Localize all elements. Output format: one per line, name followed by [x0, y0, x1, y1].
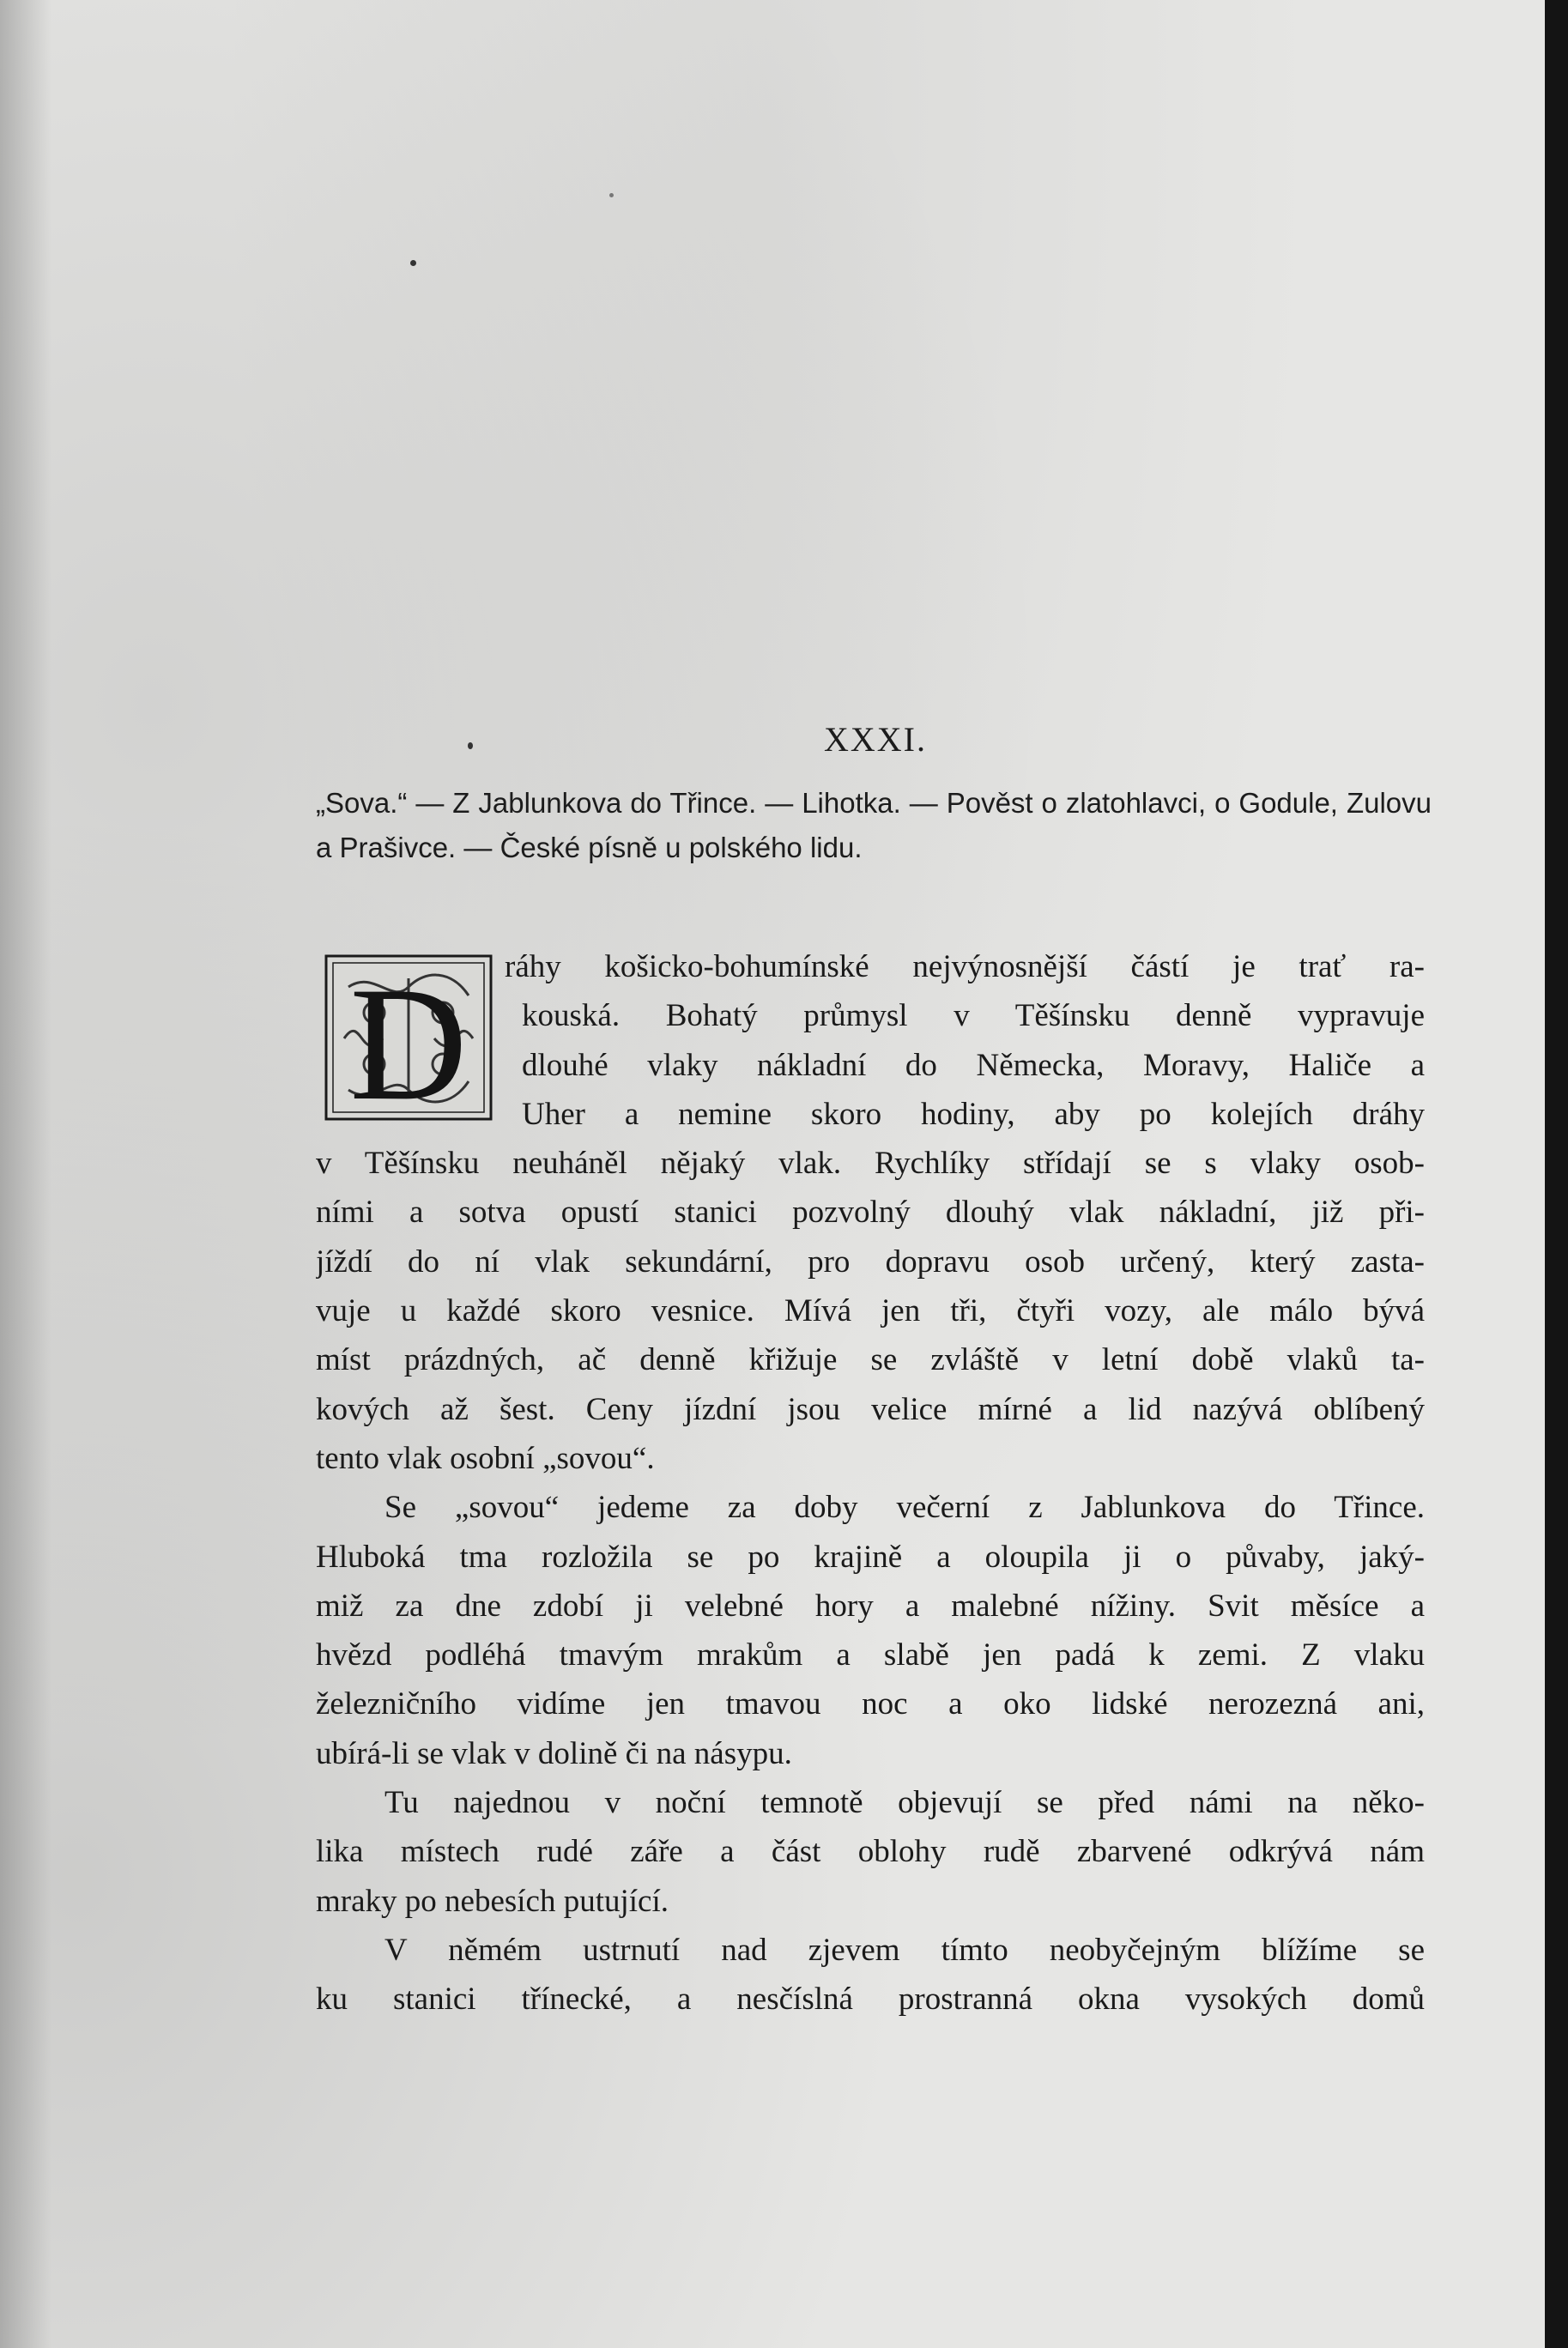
- chapter-subtitle: „Sova.“ — Z Jablunkova do Třince. — Lihotka. — Pověst o zlatohlavci, o Godule, Zulovu a Prašivce. — České písně u polského lidu.: [316, 787, 1432, 863]
- text-line: mraky po nebesích putující.: [316, 1883, 669, 1919]
- text-line: Tu najednou v noční temnotě objevují se před námi na něko-: [384, 1785, 1425, 1821]
- text-line: ráhy košicko-bohumínské nejvýnosnější částí je trať ra-: [505, 949, 1425, 984]
- drop-cap-letter: D: [349, 954, 468, 1123]
- text-line: míst prázdných, ač denně křižuje se zvláště v letní době vlaků ta-: [316, 1342, 1425, 1378]
- text-line: lika místech rudé záře a část oblohy rudě zbarvené odkrývá nám: [316, 1834, 1425, 1870]
- text-line: vuje u každé skoro vesnice. Mívá jen tři, čtyři vozy, ale málo bývá: [316, 1293, 1425, 1329]
- text-line: kouská. Bohatý průmysl v Těšínsku denně vypravuje: [522, 998, 1425, 1034]
- chapter-number: XXXI.: [824, 720, 927, 759]
- ink-speck: [468, 742, 473, 749]
- text-line: hvězd podléhá tmavým mrakům a slabě jen padá k zemi. Z vlaku: [316, 1637, 1425, 1673]
- text-line: jíždí do ní vlak sekundární, pro dopravu osob určený, který zasta-: [316, 1244, 1425, 1280]
- body-text: [316, 942, 1425, 2024]
- text-line: Hluboká tma rozložila se po krajině a oloupila ji o půvaby, jaký-: [316, 1539, 1425, 1575]
- text-line: železničního vidíme jen tmavou noc a oko lidské nerozezná ani,: [316, 1686, 1425, 1722]
- text-line: kových až šest. Ceny jízdní jsou velice mírné a lid nazývá oblíbený: [316, 1391, 1425, 1427]
- page-shadow: [0, 0, 51, 2348]
- text-line: v Těšínsku neuháněl nějaký vlak. Rychlíky střídají se s vlaky osob-: [316, 1146, 1425, 1182]
- text-line: ními a sotva opustí stanici pozvolný dlouhý vlak nákladní, již při-: [316, 1195, 1425, 1231]
- text-line: dlouhé vlaky nákladní do Německa, Moravy, Haliče a: [522, 1047, 1425, 1083]
- text-line: Uher a nemine skoro hodiny, aby po kolejích dráhy: [522, 1096, 1425, 1132]
- text-line: tento vlak osobní „sovou“.: [316, 1440, 655, 1476]
- text-line: V němém ustrnutí nad zjevem tímto neobyčejným blížíme se: [384, 1932, 1425, 1968]
- ink-speck: [410, 260, 416, 266]
- text-line: Se „sovou“ jedeme za doby večerní z Jablunkova do Třince.: [384, 1490, 1425, 1526]
- text-line: ubírá-li se vlak v dolině či na násypu.: [316, 1735, 792, 1771]
- text-line: ku stanici třínecké, a nesčíslná prostranná okna vysokých domů: [316, 1982, 1425, 2018]
- text-line: miž za dne zdobí ji velebné hory a malebné nížiny. Svit měsíce a: [316, 1588, 1425, 1624]
- ink-speck: [609, 193, 614, 197]
- scan-border: [1545, 0, 1568, 2348]
